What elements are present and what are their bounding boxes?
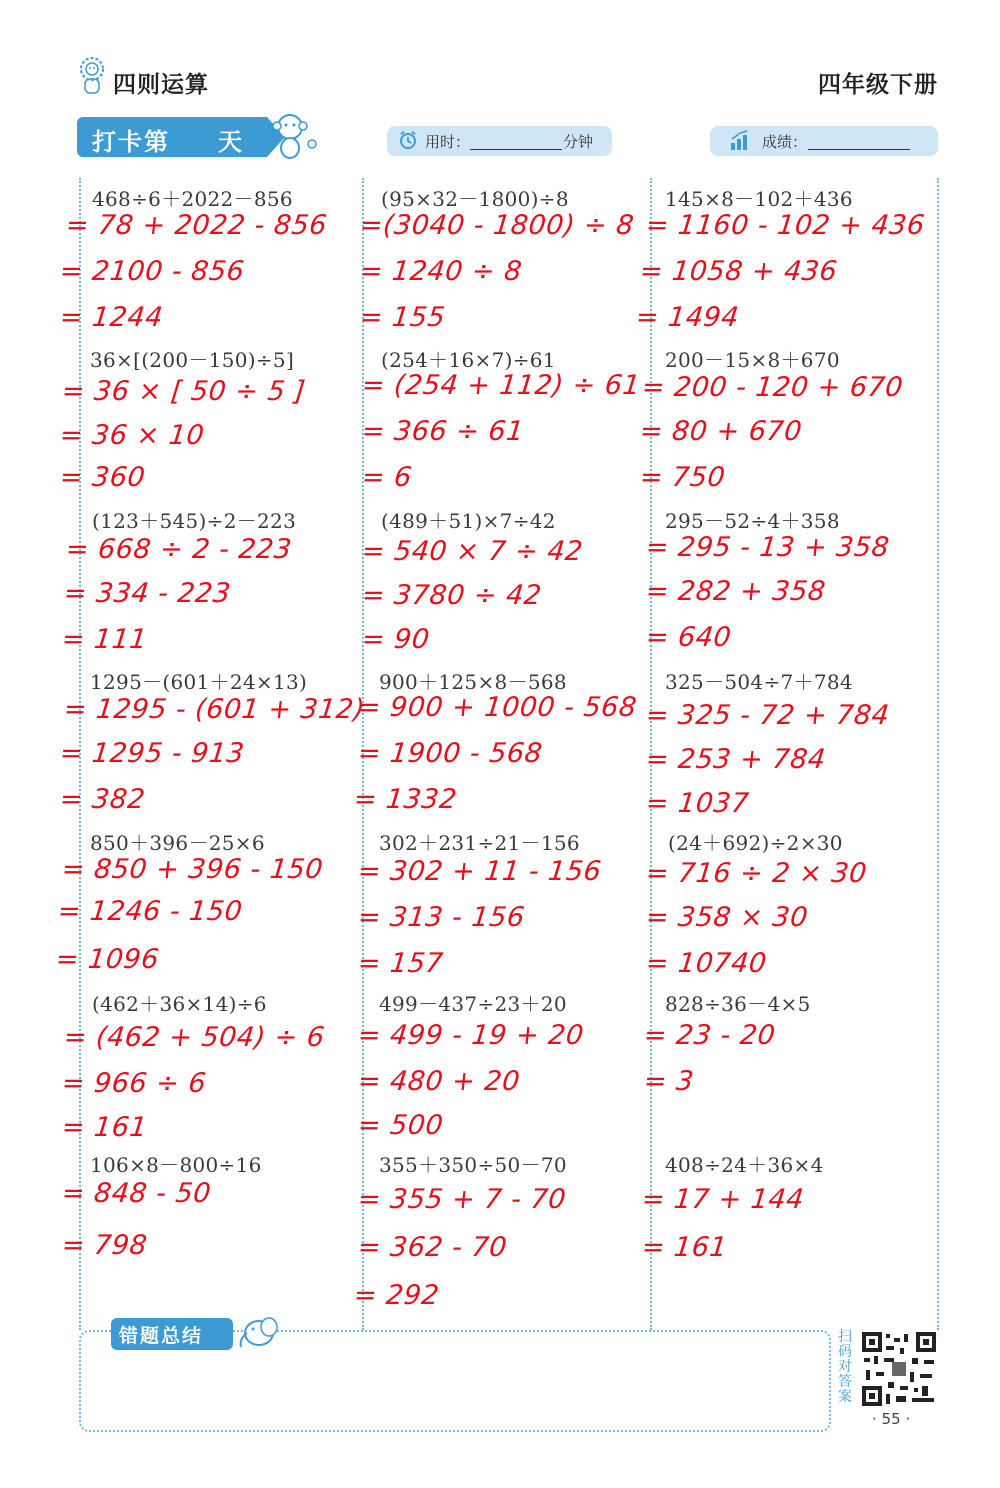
section-title: 四则运算 bbox=[113, 72, 209, 98]
problem-question: 355＋350÷50－70 bbox=[379, 1153, 567, 1177]
solution-step: = 313 - 156 bbox=[356, 902, 527, 933]
solution-step: = 358 × 30 bbox=[644, 902, 810, 933]
solution-step: = 850 + 396 - 150 bbox=[60, 854, 325, 885]
solution-step: = 155 bbox=[358, 302, 447, 333]
problem-question: 200－15×8＋670 bbox=[665, 348, 840, 372]
problem-question: 468÷6＋2022－856 bbox=[92, 187, 293, 211]
solution-step: = 282 + 358 bbox=[644, 576, 828, 607]
solution-step: = 36 × 10 bbox=[58, 420, 206, 451]
solution-step: = 292 bbox=[352, 1280, 441, 1311]
solution-step: = 750 bbox=[638, 462, 727, 493]
solution-step: = 295 - 13 + 358 bbox=[644, 532, 891, 563]
solution-step: = 1160 - 102 + 436 bbox=[644, 210, 927, 241]
time-blank[interactable] bbox=[470, 149, 562, 150]
problem-question: 106×8－800÷16 bbox=[90, 1153, 262, 1177]
solution-step: = 1900 - 568 bbox=[356, 738, 545, 769]
problem-question: 850＋396－25×6 bbox=[90, 831, 265, 855]
lion-mascot-icon bbox=[76, 56, 108, 96]
solution-step: = 668 ÷ 2 - 223 bbox=[64, 534, 294, 565]
solution-step: = 362 - 70 bbox=[356, 1232, 509, 1263]
solution-step: = 78 + 2022 - 856 bbox=[64, 210, 329, 241]
solution-step: = 1096 bbox=[54, 944, 161, 975]
solution-step: = 80 + 670 bbox=[638, 416, 804, 447]
solution-step: = 382 bbox=[58, 784, 147, 815]
solution-step: = 1244 bbox=[58, 302, 165, 333]
problem-question: (24＋692)÷2×30 bbox=[668, 831, 843, 855]
solution-step: = 1037 bbox=[644, 788, 751, 819]
solution-step: =(3040 - 1800) ÷ 8 bbox=[358, 210, 636, 241]
solution-step: = 111 bbox=[60, 624, 149, 655]
checkin-label: 打卡第 bbox=[92, 128, 170, 156]
qr-code-icon[interactable] bbox=[860, 1330, 938, 1408]
solution-step: = 966 ÷ 6 bbox=[60, 1068, 208, 1099]
mistake-summary-label: 错题总结 bbox=[119, 1325, 204, 1347]
score-label: 成绩： bbox=[762, 133, 808, 151]
solution-step: = 848 - 50 bbox=[60, 1178, 213, 1209]
solution-step: = 1058 + 436 bbox=[638, 256, 839, 287]
solution-step: = 480 + 20 bbox=[356, 1066, 522, 1097]
problem-question: (95×32－1800)÷8 bbox=[381, 187, 569, 211]
solution-step: = 23 - 20 bbox=[642, 1020, 777, 1051]
solution-step: = 161 bbox=[640, 1232, 729, 1263]
solution-step: = 540 × 7 ÷ 42 bbox=[360, 536, 585, 567]
time-used-label: 用时： bbox=[425, 133, 471, 151]
solution-step: = (254 + 112) ÷ 61 bbox=[360, 370, 642, 401]
solution-step: = 355 + 7 - 70 bbox=[356, 1184, 568, 1215]
problem-question: 145×8－102＋436 bbox=[665, 187, 853, 211]
problem-question: 1295－(601＋24×13) bbox=[90, 670, 308, 694]
solution-step: = 334 - 223 bbox=[62, 578, 233, 609]
score-chart-icon bbox=[728, 128, 752, 152]
solution-step: = 302 + 11 - 156 bbox=[356, 856, 603, 887]
solution-step: = (462 + 504) ÷ 6 bbox=[62, 1022, 327, 1053]
solution-step: = 500 bbox=[356, 1110, 445, 1141]
solution-step: = 1494 bbox=[634, 302, 741, 333]
problem-question: (462＋36×14)÷6 bbox=[92, 992, 267, 1016]
alarm-clock-icon bbox=[398, 130, 418, 150]
solution-step: = 1332 bbox=[352, 784, 459, 815]
solution-step: = 161 bbox=[60, 1112, 149, 1143]
time-unit-label: 分钟 bbox=[563, 133, 594, 151]
solution-step: = 716 ÷ 2 × 30 bbox=[644, 858, 869, 889]
grade-label: 四年级下册 bbox=[818, 72, 938, 98]
problem-question: 302＋231÷21－156 bbox=[379, 831, 580, 855]
solution-step: = 1246 - 150 bbox=[56, 896, 245, 927]
solution-step: = 17 + 144 bbox=[640, 1184, 806, 1215]
solution-step: = 499 - 19 + 20 bbox=[356, 1020, 586, 1051]
qr-label: 扫码对答案 bbox=[838, 1329, 852, 1405]
problem-question: 828÷36－4×5 bbox=[665, 992, 811, 1016]
solution-step: = 253 + 784 bbox=[644, 744, 828, 775]
solution-step: = 1295 - 913 bbox=[58, 738, 247, 769]
solution-step: = 1240 ÷ 8 bbox=[358, 256, 524, 287]
problem-question: (254＋16×7)÷61 bbox=[381, 348, 556, 372]
solution-step: = 366 ÷ 61 bbox=[360, 416, 526, 447]
problem-question: 900＋125×8－568 bbox=[379, 670, 567, 694]
problem-question: 408÷24＋36×4 bbox=[665, 1153, 824, 1177]
solution-step: = 6 bbox=[360, 462, 414, 493]
problem-question: (123＋545)÷2－223 bbox=[92, 509, 297, 533]
problem-question: 295－52÷4＋358 bbox=[665, 509, 840, 533]
page-number: · 55 · bbox=[872, 1410, 911, 1428]
solution-step: = 90 bbox=[360, 624, 432, 655]
problem-question: (489＋51)×7÷42 bbox=[381, 509, 556, 533]
solution-step: = 2100 - 856 bbox=[58, 256, 247, 287]
solution-step: = 640 bbox=[644, 622, 733, 653]
solution-step: = 1295 - (601 + 312) bbox=[62, 694, 367, 725]
solution-step: = 3780 ÷ 42 bbox=[360, 580, 544, 611]
problem-question: 36×[(200－150)÷5] bbox=[90, 348, 295, 372]
solution-step: = 36 × [ 50 ÷ 5 ] bbox=[60, 376, 308, 407]
checkin-day-label: 天 bbox=[218, 128, 242, 156]
elephant-mascot-icon bbox=[233, 1313, 281, 1351]
solution-step: = 10740 bbox=[644, 948, 769, 979]
solution-step: = 900 + 1000 - 568 bbox=[356, 692, 639, 723]
problem-question: 325－504÷7＋784 bbox=[665, 670, 853, 694]
solution-step: = 798 bbox=[60, 1230, 149, 1261]
solution-step: = 200 - 120 + 670 bbox=[640, 372, 905, 403]
score-blank[interactable] bbox=[808, 149, 910, 150]
solution-step: = 3 bbox=[642, 1066, 696, 1097]
solution-step: = 360 bbox=[58, 462, 147, 493]
solution-step: = 157 bbox=[356, 948, 445, 979]
problem-question: 499－437÷23＋20 bbox=[379, 992, 567, 1016]
monkey-mascot-icon bbox=[268, 110, 318, 162]
column-divider-right bbox=[937, 178, 939, 1330]
solution-step: = 325 - 72 + 784 bbox=[644, 700, 891, 731]
